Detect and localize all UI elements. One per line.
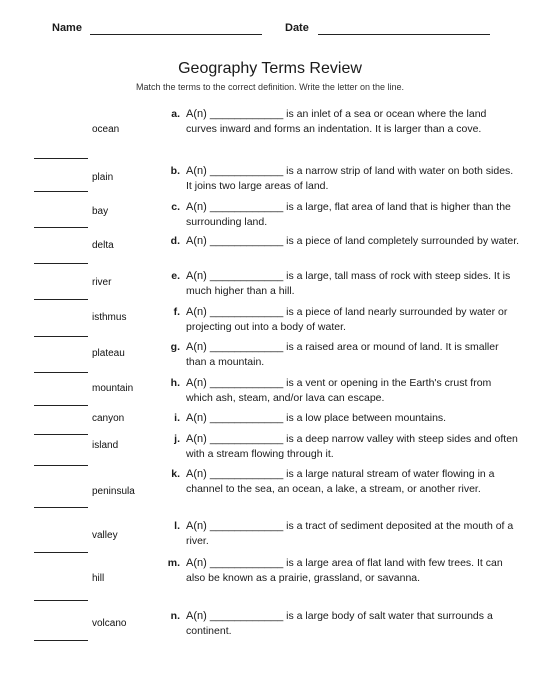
term-island: island [92,440,119,451]
definition-letter: d. [170,235,180,247]
definition-blank: A(n) ____________ [186,433,284,445]
page-title: Geography Terms Review [178,60,362,77]
definition-n [150,609,520,639]
date-label: Date [285,22,309,34]
definition-blank: A(n) ____________ [186,165,284,177]
definition-b [150,164,520,194]
definition-l [150,519,520,549]
name-line[interactable] [90,34,262,35]
answer-line[interactable] [34,263,88,264]
definition-letter: j. [174,433,180,445]
term-bay: bay [92,206,109,217]
definition-k [150,467,520,497]
answer-line[interactable] [34,507,88,508]
answer-line[interactable] [34,405,88,406]
definition-blank: A(n) ____________ [186,270,284,282]
definition-letter: h. [170,377,180,389]
definition-text: is a piece of land completely surrounded by water. [286,235,520,247]
definition-i [150,411,520,426]
answer-line[interactable] [34,552,88,553]
instructions: Match the terms to the correct definition. Write the letter on the line. [136,82,404,92]
definition-text: is a narrow strip of land with water on both sides. It joins two large areas of land. [186,165,514,192]
definition-e [150,269,520,299]
answer-line[interactable] [34,465,88,466]
definition-letter: g. [170,341,180,353]
definition-letter: m. [167,557,180,569]
answer-line[interactable] [34,434,88,435]
definition-letter: l. [174,520,180,532]
definition-blank: A(n) ____________ [186,306,284,318]
definition-d [150,234,520,249]
term-peninsula: peninsula [92,486,135,497]
definition-text: is a piece of land nearly surrounded by water or projecting out into a body of water. [186,306,508,333]
definition-blank: A(n) ____________ [186,377,284,389]
definition-blank: A(n) ____________ [186,610,284,622]
term-isthmus: isthmus [92,312,127,323]
date-line[interactable] [318,34,490,35]
definition-text: is a large area of flat land with few trees. It can also be known as a prairie, grassland, or savanna. [186,557,503,584]
definition-letter: i. [174,412,180,424]
definition-letter: f. [173,306,180,318]
definition-m [150,556,520,586]
definition-j [150,432,520,462]
definition-text: is a large natural stream of water flowing in a channel to the sea, an ocean, a lake, a stream, or another river. [186,468,495,495]
term-delta: delta [92,240,114,251]
name-label: Name [52,22,82,34]
definition-blank: A(n) ____________ [186,557,284,569]
term-canyon: canyon [92,413,125,424]
definition-blank: A(n) ____________ [186,235,284,247]
definition-letter: a. [171,108,180,120]
term-plain: plain [92,172,114,183]
term-hill: hill [92,573,105,584]
definition-h [150,376,520,406]
definition-blank: A(n) ____________ [186,412,284,424]
definition-text: is a raised area or mound of land. It is smaller than a mountain. [186,341,499,368]
definition-text: is a vent or opening in the Earth's crust from which ash, steam, and/or lava can escape. [186,377,492,404]
definition-text: is a large, flat area of land that is higher than the surrounding land. [186,201,511,228]
definition-letter: b. [170,165,180,177]
definition-text: is an inlet of a sea or ocean where the land curves inward and forms an indentation. It is larger than a cove. [186,108,487,135]
definition-blank: A(n) ____________ [186,201,284,213]
answer-line[interactable] [34,640,88,641]
definition-text: is a deep narrow valley with steep sides and often with a stream flowing through it. [186,433,518,460]
definition-letter: c. [171,201,180,213]
answer-line[interactable] [34,158,88,159]
term-ocean: ocean [92,124,120,135]
definition-blank: A(n) ____________ [186,468,284,480]
answer-line[interactable] [34,191,88,192]
definition-blank: A(n) ____________ [186,520,284,532]
definition-text: is a tract of sediment deposited at the mouth of a river. [186,520,514,547]
definition-blank: A(n) ____________ [186,108,284,120]
term-plateau: plateau [92,348,125,359]
definition-letter: e. [171,270,180,282]
definition-g [150,340,520,370]
definition-blank: A(n) ____________ [186,341,284,353]
definition-letter: n. [170,610,180,622]
definition-text: is a large, tall mass of rock with steep sides. It is much higher than a hill. [186,270,511,297]
term-valley: valley [92,530,118,541]
definition-text: is a low place between mountains. [286,412,447,424]
definition-a [150,107,520,137]
term-river: river [92,277,112,288]
definition-text: is a large body of salt water that surrounds a continent. [186,610,493,637]
answer-line[interactable] [34,372,88,373]
term-volcano: volcano [92,618,127,629]
definition-letter: k. [171,468,180,480]
answer-line[interactable] [34,600,88,601]
term-mountain: mountain [92,383,134,394]
answer-line[interactable] [34,227,88,228]
answer-line[interactable] [34,336,88,337]
answer-line[interactable] [34,299,88,300]
definition-c [150,200,520,230]
definition-f [150,305,520,335]
